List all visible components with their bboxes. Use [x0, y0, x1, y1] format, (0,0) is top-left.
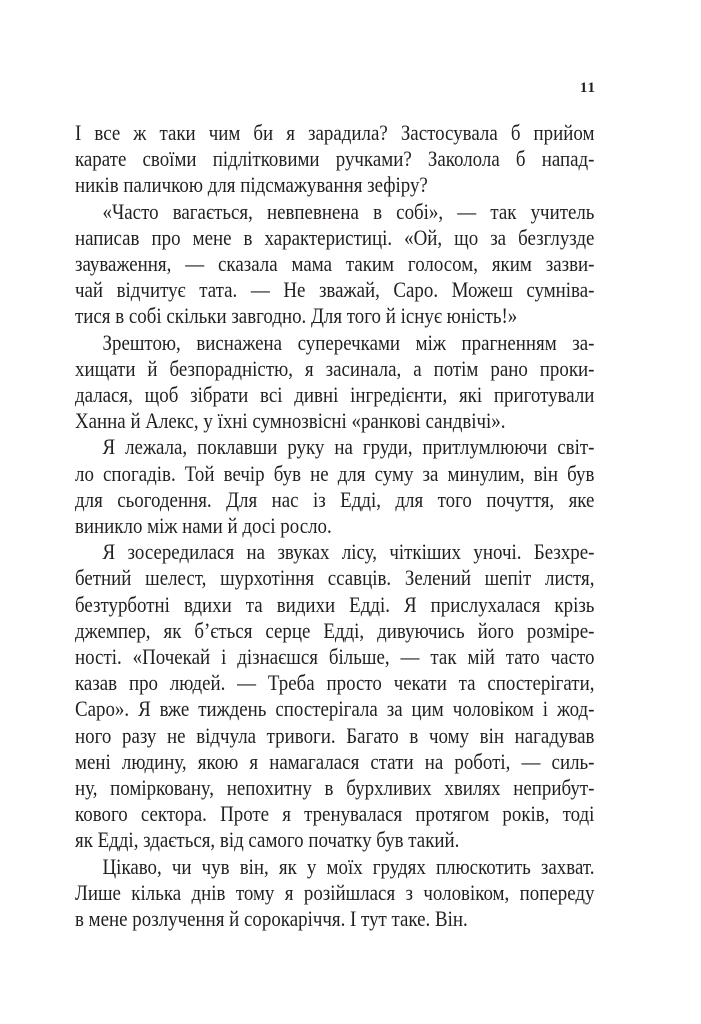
text-line: тися в собі скільки завгодно. Для того й існує юність!»: [75, 303, 518, 329]
text-line: виникло між нами й досі росло.: [75, 513, 332, 539]
text-line: джемпер, як б’ється серце Едді, дивуючись його розміре-: [75, 617, 595, 643]
text-line: Саро». Я вже тиждень спостерігала за цим чоловіком і жод-: [75, 696, 595, 722]
text-line: Цікаво, чи чув він, як у моїх грудях плюскотить захват.: [102, 853, 595, 879]
text-line: чай відчитує тата. — Не зважай, Саро. Можеш сумніва-: [75, 277, 595, 303]
page-number: 11: [579, 80, 596, 96]
text-line: бетний шелест, шурхотіння ссавців. Зелений шепіт листя,: [75, 565, 595, 591]
text-line: Я зосередилася на звуках лісу, чіткіших уночі. Безхре-: [102, 539, 595, 565]
body-text: [75, 120, 594, 932]
text-line: ників паличкою для підсмажування зефіру?: [75, 172, 428, 198]
text-line: для сьогодення. Для нас із Едді, для того почуття, яке: [75, 486, 595, 512]
text-line: в мене розлучення й сорокаріччя. І тут таке. Він.: [75, 906, 468, 932]
text-line: ного разу не відчула тривоги. Багато в чому він нагадував: [75, 722, 595, 748]
text-line: «Часто вагається, невпевнена в собі», — так учитель: [102, 198, 595, 224]
text-line: карате своїми підлітковими ручками? Заколола б напад-: [75, 146, 595, 172]
text-line: мені людину, якою я намагалася стати на роботі, — силь-: [75, 748, 595, 774]
text-line: Лише кілька днів тому я розійшлася з чоловіком, попереду: [75, 879, 595, 905]
text-line: І все ж таки чим би я зарадила? Застосувала б прийом: [75, 120, 595, 145]
text-line: Я лежала, поклавши руку на груди, притлумлюючи світ-: [102, 434, 595, 460]
text-line: хищати й безпорадністю, я засинала, а потім рано проки-: [75, 355, 595, 381]
text-line: далася, щоб зібрати всі дивні інгредієнти, які приготували: [75, 382, 595, 408]
text-line: кового сектора. Проте я тренувалася протягом років, тоді: [75, 801, 595, 827]
text-line: безтурботні вдихи та видихи Едді. Я прислухалася крізь: [75, 591, 595, 617]
text-line: зауваження, — сказала мама таким голосом, яким зазви-: [75, 251, 595, 277]
text-line: ну, поміркованy, непохитну в бурхливих хвилях неприбут-: [75, 775, 595, 801]
text-line: ло спогадів. Той вечір був не для суму за минулим, він був: [75, 460, 595, 486]
text-line: Ханна й Алекс, у їхні сумнозвісні «ранкові сандвічі».: [75, 408, 506, 434]
text-line: як Едді, здається, від самого початку був такий.: [75, 827, 460, 853]
text-line: ності. «Почекай і дізнаєшся більше, — так мій тато часто: [75, 644, 595, 670]
text-line: написав про мене в характеристиці. «Ой, що за безглузде: [75, 224, 595, 250]
text-line: казав про людей. — Треба просто чекати та спостерігати,: [75, 670, 595, 696]
text-line: Зрештою, виснажена суперечками між прагненням за-: [102, 329, 595, 355]
